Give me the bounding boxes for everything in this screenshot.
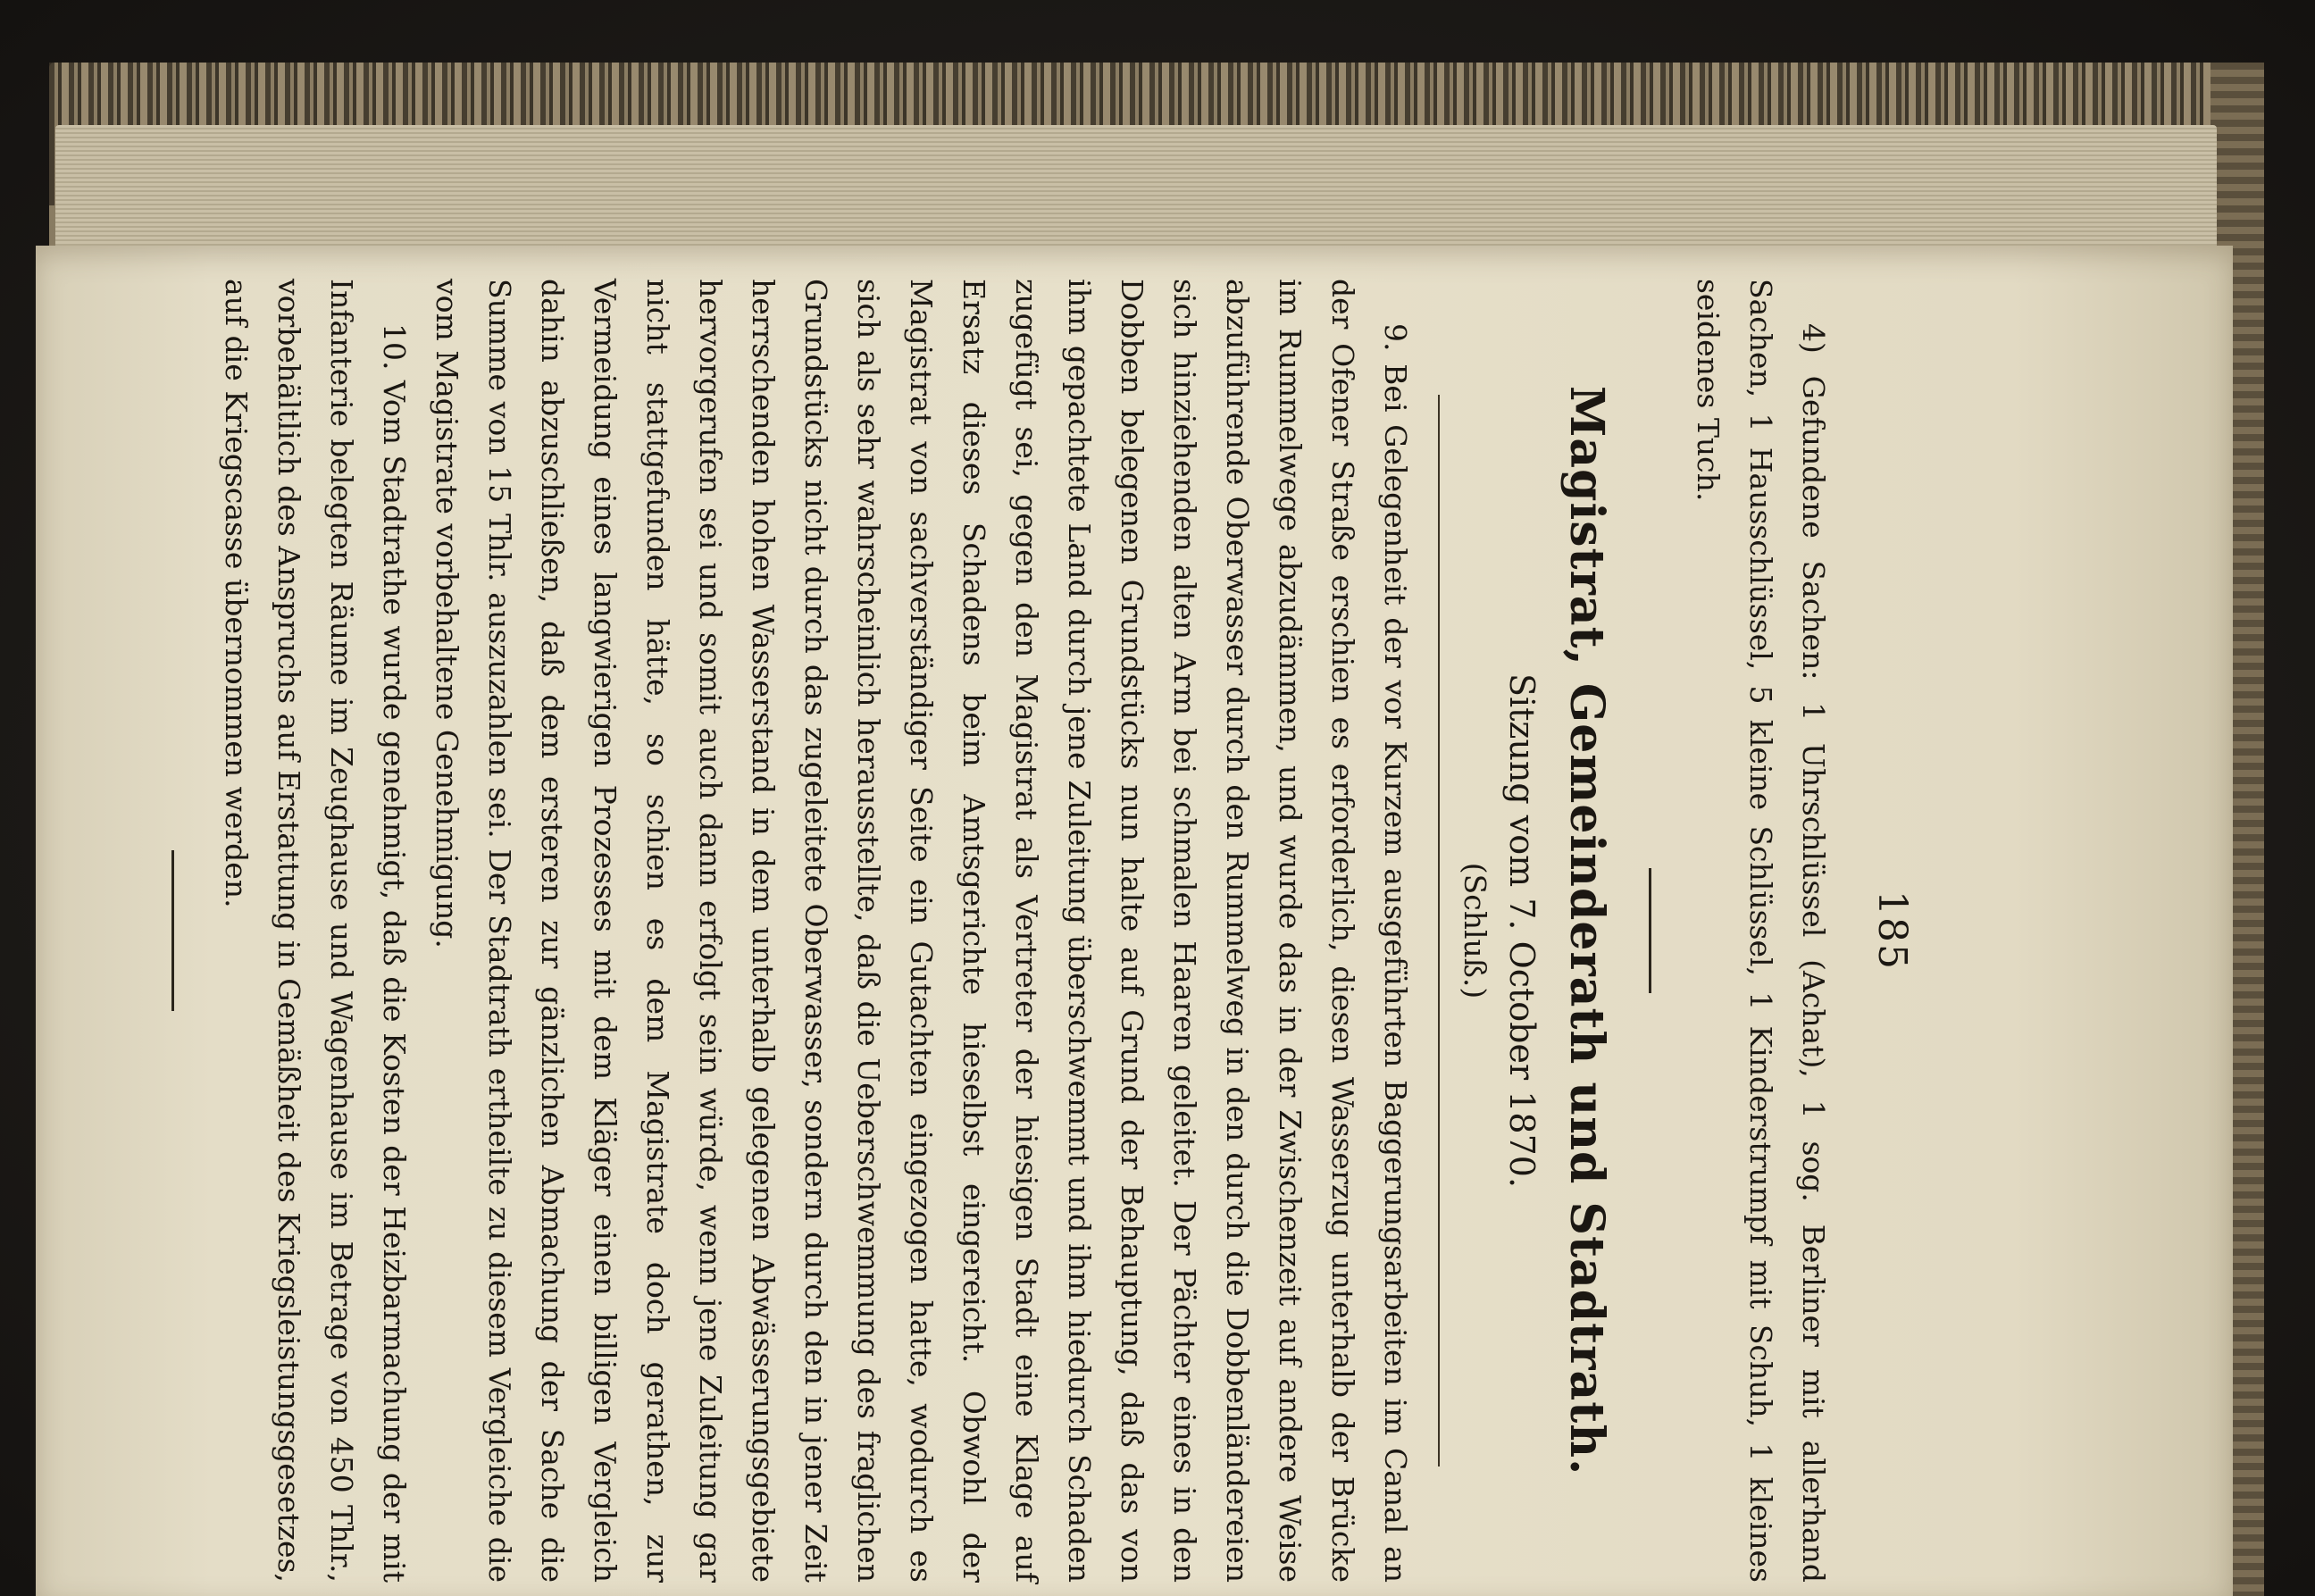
end-divider bbox=[171, 850, 174, 1011]
session-date: Sitzung vom 7. October 1870. bbox=[1502, 673, 1542, 1189]
page-number: 185 bbox=[1869, 890, 1915, 971]
conclusion-note: (Schluß.) bbox=[1458, 862, 1492, 999]
page-edges bbox=[55, 125, 2217, 259]
paragraph-item-9: 9. Bei Gelegenheit der vor Kurzem ausgeführten Baggerungsarbeiten im Canal an der Ofener Straße erschien es erforderlich, diesen Wasserzug unterhalb der Brücke im Rummelwege abzudämmen, und wurde das in der Zwischenzeit auf andere Weise abzuführende Oberwasser durch den Rummelweg in den durch die Dobbenländereien sich hinziehenden alten Arm bei schmalen Haaren geleitet. Der Pächter eines in den Dobben belegenen Grundstücks nun halte auf Grund der Behauptung, daß das von ihm gepachtete Land durch jene Zuleitung überschwemmt und ihm hiedurch Schaden zugefügt sei, gegen den Magistrat als Vertreter der hiesigen Stadt eine Klage auf Ersatz dieses Schadens beim Amtsgerichte hieselbst eingereicht. Obwohl der Magistrat von sachverständiger Seite ein Gutachten eingezogen hatte, wodurch es sich als sehr wahrscheinlich herausstellte, daß die Ueberschwemmung des fraglichen Grundstücks nicht durch das zugeleitete Oberwasser, sondern durch den in jener Zeit herrschenden hohen Wasserstand in dem unterhalb gelegenen Abwässerungsgebiete hervorgerufen sei und somit auch dann erfolgt sein würde, wenn jene Zuleitung gar nicht stattgefunden hätte, so schien es dem Magistrate doch gerathen, zur Vermeidung eines langwierigen Prozesses mit dem Kläger einen billigen Vergleich dahin abzuschließen, daß dem ersteren zur gänzlichen Abmachung der Sache die Summe von 15 Thlr. auszuzahlen sei. Der Stadtrath ertheilte zu diesem Vergleiche die vom Magistrate vorbehaltene Genehmigung. bbox=[430, 279, 1413, 1583]
paragraph-item-4: 4) Gefundene Sachen: 1 Uhrschlüssel (Achat), 1 sog. Berliner mit allerhand Sachen, 1 Hausschlüssel, 5 kleine Schlüssel, 1 Kinderstrumpf mit Schuh, 1 kleines seidenes Tuch. bbox=[1691, 279, 1831, 1583]
section-heading: Magistrat, Gemeinderath und Stadtrath. bbox=[1559, 385, 1614, 1476]
section-divider bbox=[1649, 868, 1651, 993]
paragraph-item-10: 10. Vom Stadtrathe wurde genehmigt, daß die Kosten der Heizbarmachung der mit Infanterie belegten Räume im Zeughause und Wagenhause im Betrage von 450 Thlr., vorbehältlich des Anspruchs auf Erstattung in Gemäßheit des Kriegsleistungsgesetzes, auf die Kriegscasse übernommen werden. bbox=[219, 279, 412, 1583]
page-text-block bbox=[219, 243, 1918, 1596]
heading-rule bbox=[1438, 395, 1440, 1466]
